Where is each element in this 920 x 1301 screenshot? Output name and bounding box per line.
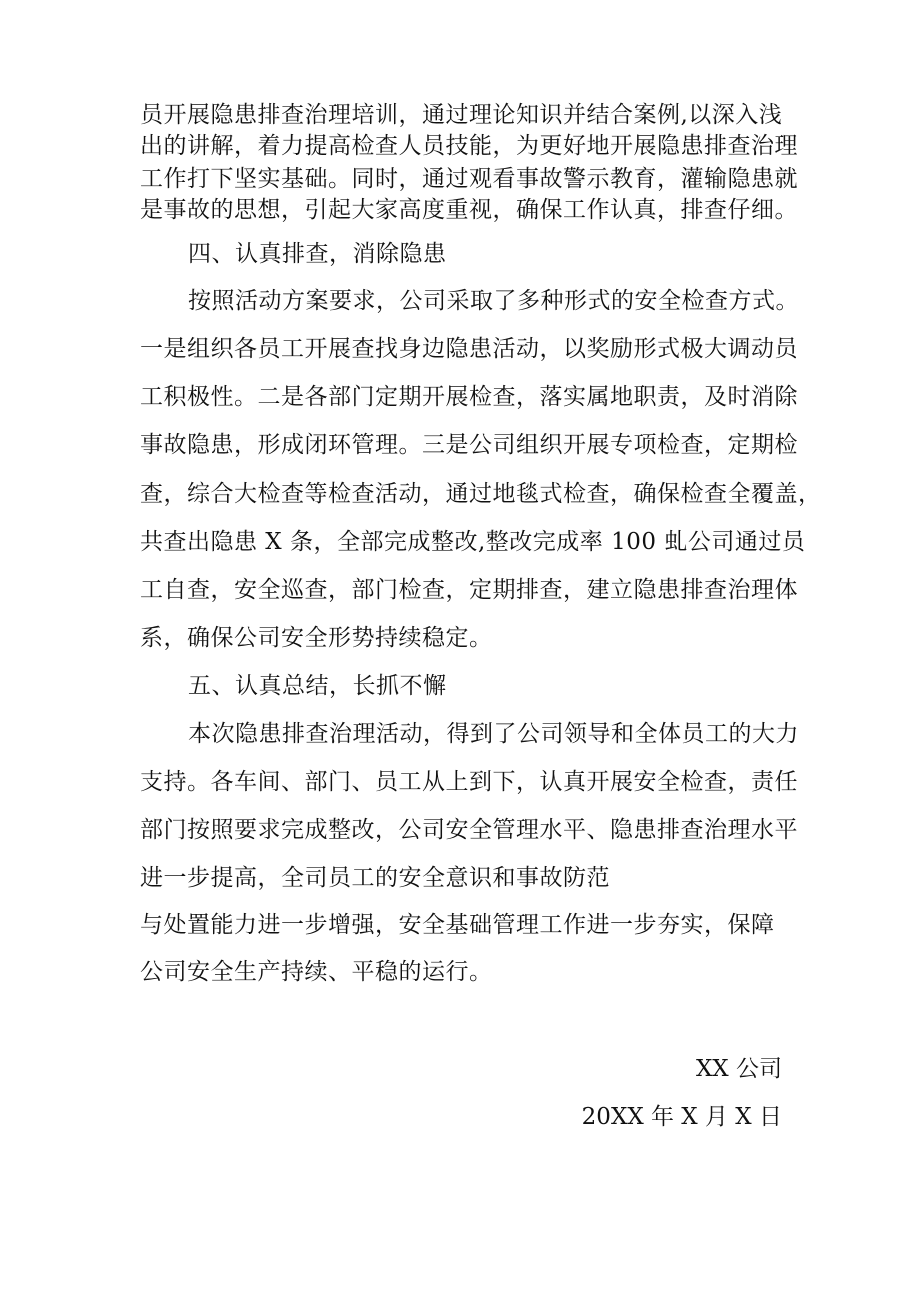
section-heading-5: 五、认真总结，长抓不懈 xyxy=(188,673,447,699)
section-heading-4: 四、认真排查，消除隐患 xyxy=(188,241,447,267)
para3-line-1: 本次隐患排查治理活动，得到了公司领导和全体员工的大力 xyxy=(188,721,799,747)
para1-line-4: 是事故的思想，引起大家高度重视，确保工作认真，排查仔细。 xyxy=(140,197,798,223)
para2-line-8: 系，确保公司安全形势持续稳定。 xyxy=(140,625,493,651)
para2-line-6: 共查出隐患 X 条，全部完成整改,整改完成率 100 虬公司通过员 xyxy=(140,529,806,555)
para2-line-5: 查，综合大检查等检查活动，通过地毯式检查，确保检查全覆盖， xyxy=(140,481,822,507)
para2-line-3: 工积极性。二是各部门定期开展检查，落实属地职责，及时消除 xyxy=(140,384,798,410)
para3-line-6: 公司安全生产持续、平稳的运行。 xyxy=(140,959,493,985)
para2-line-7: 工自查，安全巡查，部门检查，定期排查，建立隐患排查治理体 xyxy=(140,577,798,603)
para3-line-5: 与处置能力进一步增强，安全基础管理工作进一步夯实，保障 xyxy=(140,912,775,938)
para3-line-3: 部门按照要求完成整改，公司安全管理水平、隐患排查治理水平 xyxy=(140,817,798,843)
signature-date: 20XX 年 X 月 X 日 xyxy=(581,1104,782,1130)
signature-company: XX 公司 xyxy=(695,1056,782,1082)
para1-line-1: 员开展隐患排查治理培训，通过理论知识并结合案例,以深入浅 xyxy=(140,102,783,128)
para1-line-3: 工作打下坚实基础。同时，通过观看事故警示教育，灌输隐患就 xyxy=(140,166,798,192)
para2-line-2: 一是组织各员工开展查找身边隐患活动，以奖励形式极大调动员 xyxy=(140,336,798,362)
para1-line-2: 出的讲解，着力提高检查人员技能，为更好地开展隐患排查治理 xyxy=(140,133,798,159)
para3-line-4: 进一步提高，全司员工的安全意识和事故防范 xyxy=(140,865,610,891)
para2-line-1: 按照活动方案要求，公司采取了多种形式的安全检查方式。 xyxy=(188,288,799,314)
para3-line-2: 支持。各车间、部门、员工从上到下，认真开展安全检查，责任 xyxy=(140,769,798,795)
para2-line-4: 事故隐患，形成闭环管理。三是公司组织开展专项检查，定期检 xyxy=(140,432,798,458)
